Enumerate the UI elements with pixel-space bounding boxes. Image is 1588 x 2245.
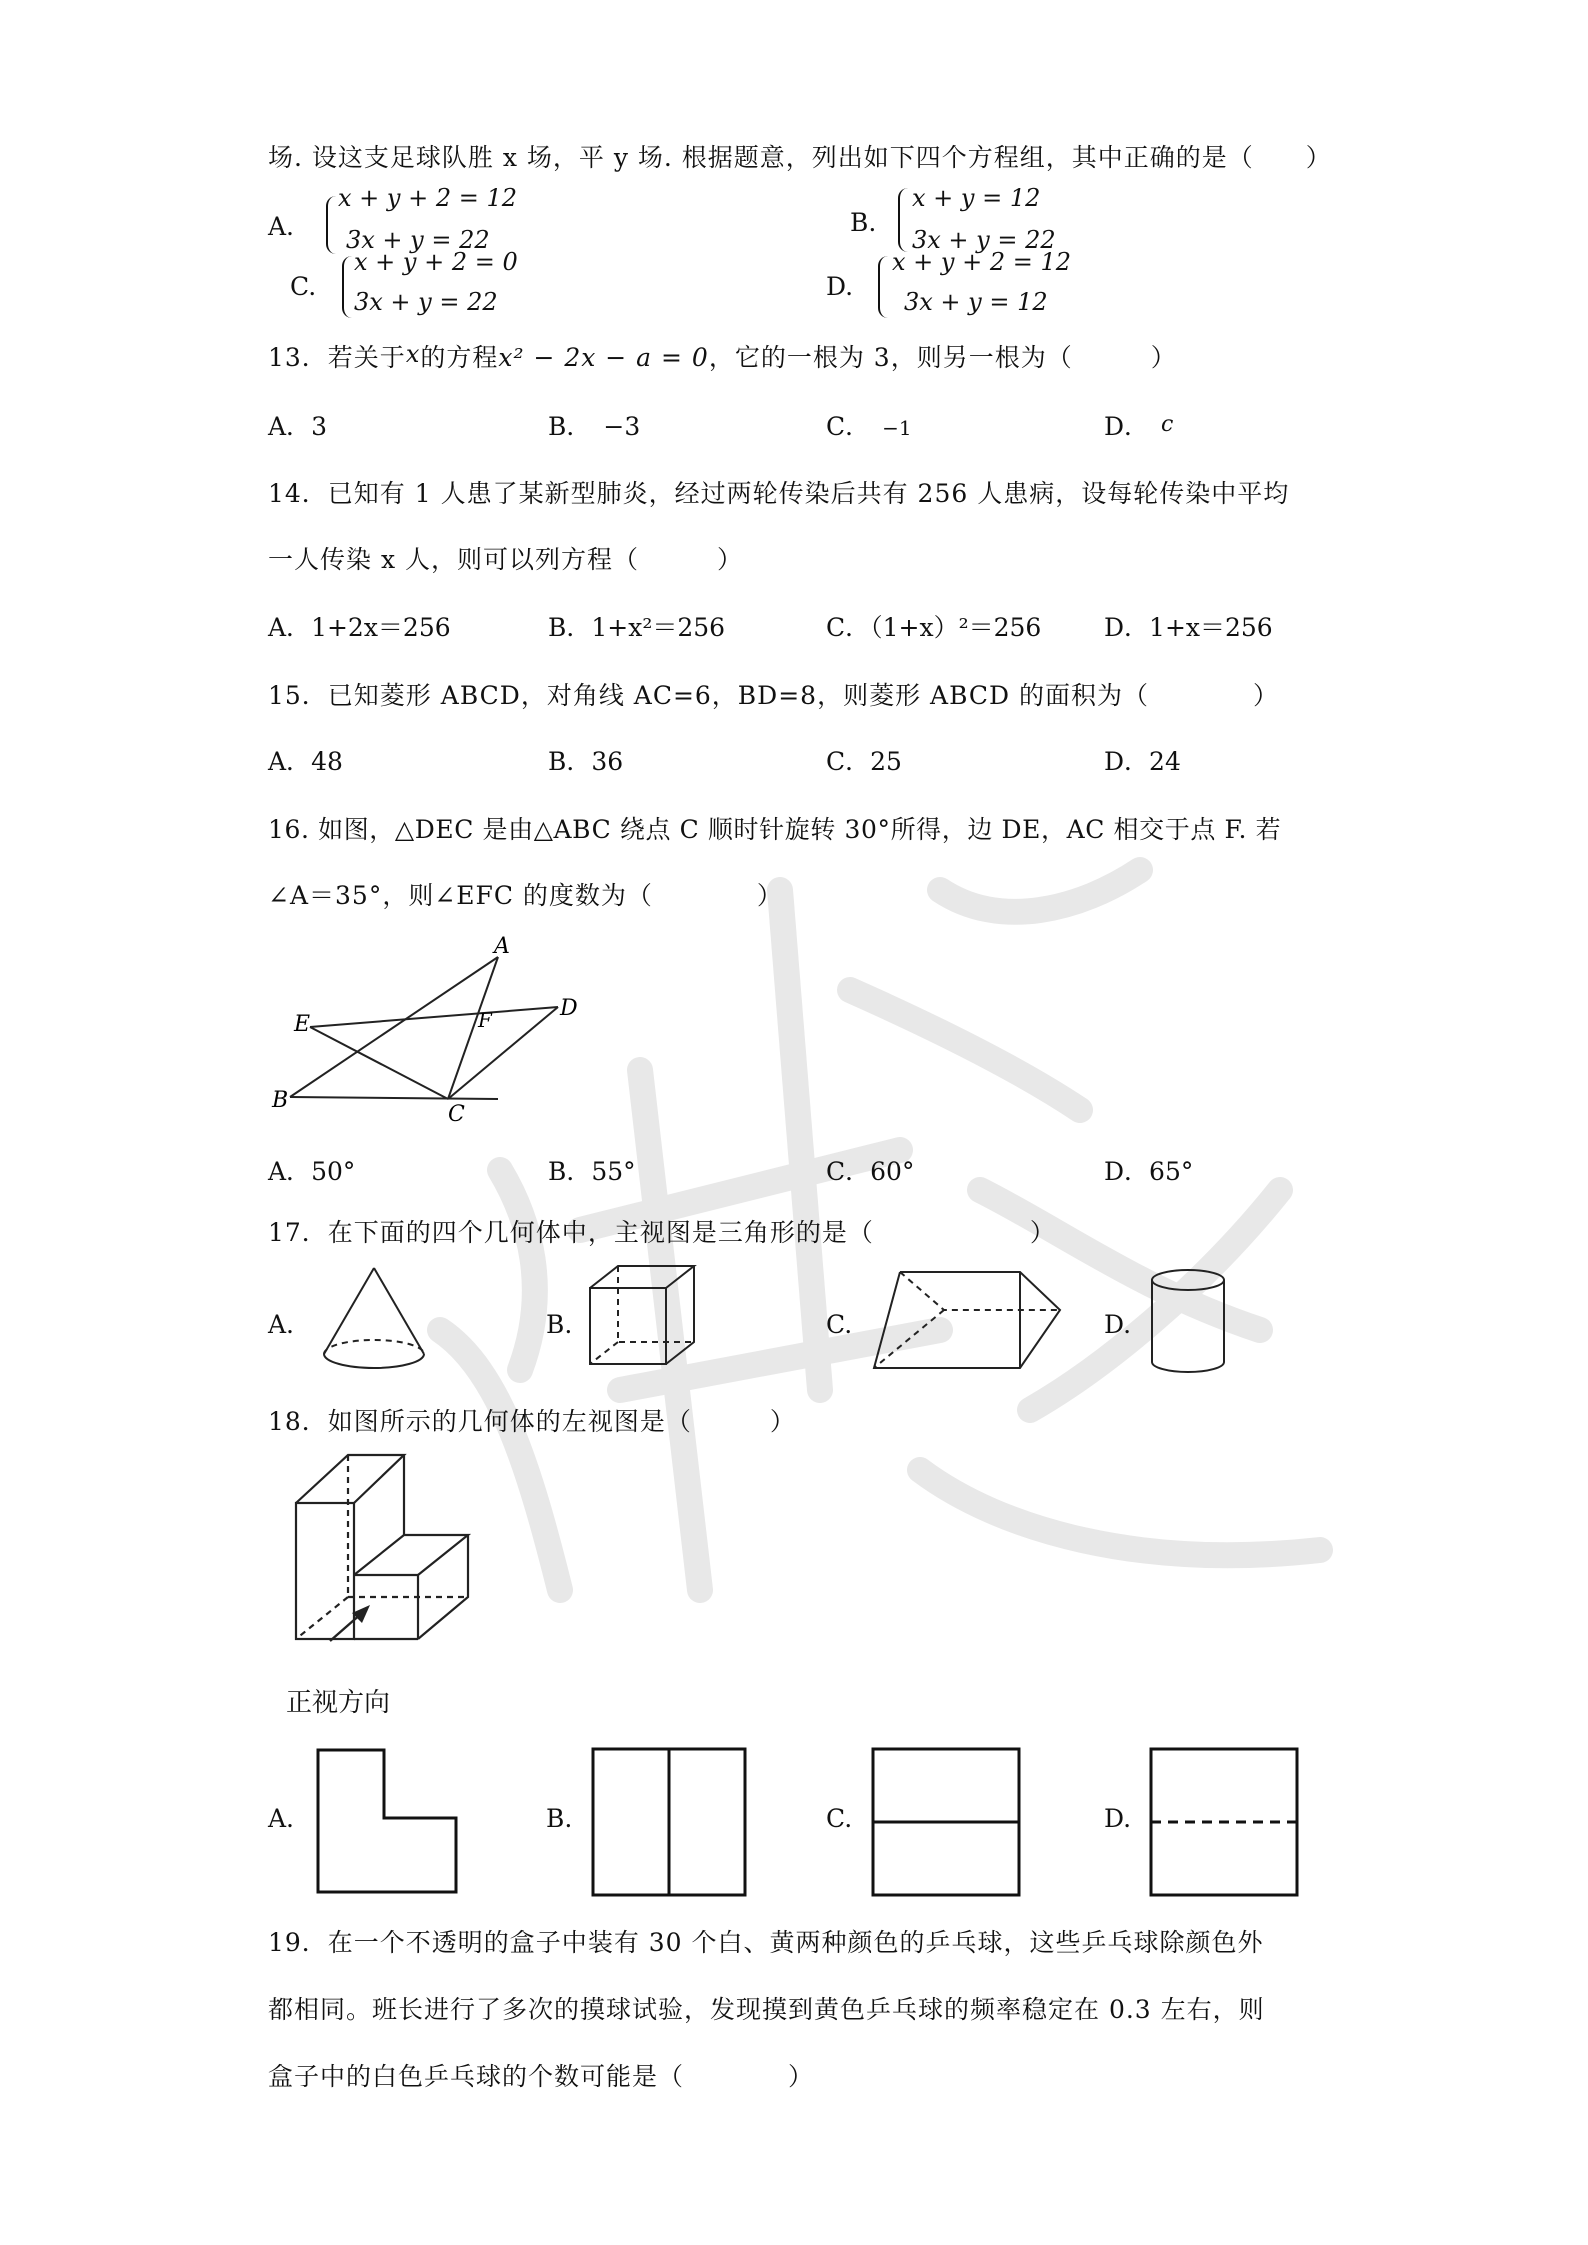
- option-label: A．: [268, 613, 312, 642]
- option-label: C．: [826, 1157, 871, 1186]
- option-label: A.: [268, 1804, 295, 1833]
- option-label: C．: [826, 412, 871, 441]
- point-label-d: D: [560, 996, 578, 1021]
- option-text: 24: [1149, 747, 1181, 776]
- cube-icon: [586, 1262, 706, 1368]
- option-text: 1+x²＝256: [591, 613, 726, 642]
- arrow-icon: [330, 1605, 370, 1641]
- option-label: D．: [1104, 412, 1150, 441]
- option-text: 55°: [591, 1157, 636, 1186]
- option-label: B.: [546, 1310, 573, 1339]
- q17-option-d[interactable]: [1104, 1262, 1284, 1382]
- option-text: 50°: [311, 1157, 356, 1186]
- q13-option-b[interactable]: [548, 407, 640, 443]
- option-text: −1: [882, 416, 912, 440]
- q12-option-c-eq1: x + y + 2 = 0: [354, 248, 518, 276]
- option-label: A．: [268, 412, 312, 441]
- option-label: D．: [1104, 613, 1150, 642]
- option-text: 3: [311, 412, 327, 441]
- q18-option-d[interactable]: [1104, 1746, 1314, 1896]
- option-text: 48: [311, 747, 343, 776]
- q18-option-a[interactable]: [268, 1746, 468, 1896]
- point-label-e: E: [294, 1012, 311, 1037]
- q13-option-c[interactable]: [826, 407, 912, 443]
- option-text: −3: [603, 412, 641, 441]
- dashed-split-view-icon: [1148, 1746, 1300, 1898]
- point-label-c: C: [448, 1102, 465, 1125]
- q12-option-c-eq2: 3x + y = 22: [354, 288, 498, 316]
- q16-option-b[interactable]: [548, 1152, 636, 1188]
- option-label: C．: [826, 613, 871, 642]
- q12-option-b-eq2: 3x + y = 22: [912, 226, 1056, 254]
- q16-option-d[interactable]: [1104, 1152, 1193, 1188]
- q18-stem: 18．如图所示的几何体的左视图是（ ）: [268, 1407, 796, 1436]
- option-text: （1+x）²＝256: [870, 613, 1042, 642]
- q17-option-b[interactable]: [546, 1262, 726, 1382]
- q15-stem: 15．已知菱形 ABCD，对角线 AC=6，BD=8，则菱形 ABCD 的面积为（ ）: [268, 681, 1280, 710]
- q14-option-b[interactable]: [548, 608, 725, 644]
- q12-option-b-eq1: x + y = 12: [912, 184, 1041, 212]
- option-label: C．: [826, 747, 871, 776]
- q17-option-c[interactable]: [826, 1262, 1076, 1382]
- q13-stem-b: 的方程: [420, 343, 499, 372]
- q13-var: x: [405, 340, 421, 368]
- brace-icon: [878, 256, 890, 318]
- segment-ed: [310, 1007, 558, 1027]
- q14-line1: 14．已知有 1 人患了某新型肺炎，经过两轮传染后共有 256 人患病，设每轮传染中平均: [268, 479, 1290, 508]
- option-label: C.: [826, 1804, 853, 1833]
- option-text: c: [1161, 412, 1174, 437]
- q12-option-d-label: D.: [826, 272, 854, 301]
- q16-option-a[interactable]: [268, 1152, 355, 1188]
- q19-line3: 盒子中的白色乒乓球的个数可能是（ ）: [268, 2062, 815, 2091]
- q18-option-c[interactable]: [826, 1746, 1036, 1896]
- q12-option-a-eq1: x + y + 2 = 12: [338, 184, 518, 212]
- q13-option-a[interactable]: [268, 407, 327, 443]
- point-label-b: B: [272, 1088, 289, 1113]
- option-label: C.: [826, 1310, 853, 1339]
- q12-option-d-eq1: x + y + 2 = 12: [892, 248, 1072, 276]
- q15-option-a[interactable]: [268, 742, 343, 778]
- option-text: 65°: [1149, 1157, 1194, 1186]
- q14-option-d[interactable]: [1104, 608, 1273, 644]
- option-label: D.: [1104, 1310, 1132, 1339]
- prism-icon: [870, 1268, 1070, 1378]
- cone-icon: [318, 1262, 428, 1378]
- vertical-split-view-icon: [590, 1746, 750, 1898]
- l-shape-view-icon: [314, 1746, 464, 1896]
- q13-stem-c: ，它的一根为 3，则另一根为（ ）: [708, 343, 1177, 372]
- q12-option-c-label: C.: [290, 272, 317, 301]
- option-text: 36: [591, 747, 624, 776]
- q15-option-c[interactable]: [826, 742, 902, 778]
- q14-line2: 一人传染 x 人，则可以列方程（ ）: [268, 545, 743, 574]
- q17-option-a[interactable]: [268, 1262, 448, 1382]
- q12-option-d-eq2: 3x + y = 12: [904, 288, 1048, 316]
- option-text: 25: [870, 747, 902, 776]
- q18-option-b[interactable]: [546, 1746, 756, 1896]
- option-label: B．: [548, 1157, 592, 1186]
- q12-option-d[interactable]: [826, 248, 1146, 326]
- option-label: D．: [1104, 747, 1150, 776]
- option-text: 1+x＝256: [1149, 613, 1273, 642]
- option-label: A．: [268, 747, 312, 776]
- point-label-f: F: [478, 1008, 492, 1032]
- segment-bc: [290, 1097, 498, 1099]
- q13-equation: x² − 2x − a = 0: [498, 343, 709, 372]
- q16-line1: 16. 如图，△DEC 是由△ABC 绕点 C 顺时针旋转 30°所得，边 DE，AC 相交于点 F. 若: [268, 815, 1282, 844]
- option-text: 1+2x＝256: [311, 613, 451, 642]
- cylinder-icon: [1148, 1266, 1228, 1378]
- q14-option-a[interactable]: [268, 608, 451, 644]
- q18-caption: 正视方向: [286, 1688, 391, 1718]
- q19-line1: 19．在一个不透明的盒子中装有 30 个白、黄两种颜色的乒乓球，这些乒乓球除颜色外: [268, 1928, 1264, 1957]
- q13-stem: [268, 338, 1177, 374]
- option-label: D．: [1104, 1157, 1150, 1186]
- q15-option-b[interactable]: [548, 742, 623, 778]
- q12-option-a-eq2: 3x + y = 22: [346, 226, 490, 254]
- q19-line2: 都相同。班长进行了多次的摸球试验，发现摸到黄色乒乓球的频率稳定在 0.3 左右，则: [268, 1995, 1265, 2024]
- option-label: B．: [548, 613, 592, 642]
- option-label: B．: [548, 747, 592, 776]
- option-label: D.: [1104, 1804, 1132, 1833]
- option-label: B.: [546, 1804, 573, 1833]
- option-label: B．: [548, 412, 592, 441]
- q16-figure: [270, 935, 590, 1125]
- q13-option-d[interactable]: [1104, 407, 1173, 443]
- brace-icon: [326, 196, 338, 254]
- option-label: A.: [268, 1310, 295, 1339]
- option-text: 60°: [870, 1157, 915, 1186]
- q12-option-c[interactable]: [290, 248, 590, 326]
- q12-tail: 场. 设这支足球队胜 x 场，平 y 场. 根据题意，列出如下四个方程组，其中正确的是（ ）: [268, 143, 1332, 172]
- horizontal-split-view-icon: [870, 1746, 1022, 1898]
- q13-stem-a: 13．若关于: [268, 343, 406, 372]
- q16-line2: ∠A＝35°，则∠EFC 的度数为（ ）: [268, 881, 783, 910]
- brace-icon: [898, 188, 910, 252]
- brace-icon: [342, 256, 354, 318]
- q12-option-a-label: A.: [268, 212, 295, 241]
- q15-option-d[interactable]: [1104, 742, 1181, 778]
- option-label: A．: [268, 1157, 312, 1186]
- q16-option-c[interactable]: [826, 1152, 914, 1188]
- q18-figure: [290, 1445, 550, 1655]
- q12-option-b-label: B.: [850, 208, 877, 237]
- q14-option-c[interactable]: [826, 608, 1041, 644]
- point-label-a: A: [494, 935, 510, 959]
- q17-stem: 17．在下面的四个几何体中，主视图是三角形的是（ ）: [268, 1218, 1056, 1247]
